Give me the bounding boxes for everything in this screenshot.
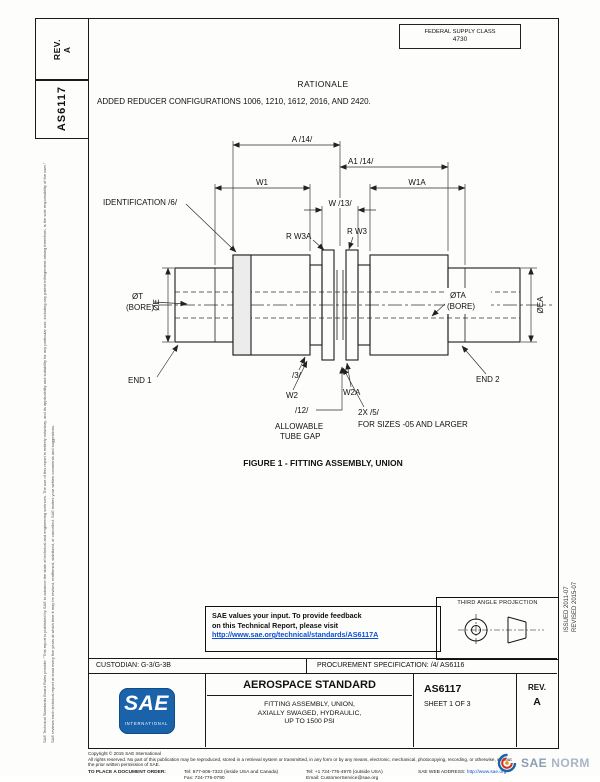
title-block-logo-cell	[88, 674, 205, 747]
label-note-3: /3/	[292, 371, 301, 380]
title-block-center-cell	[205, 674, 413, 747]
label-dim-a: A /14/	[291, 135, 313, 144]
title-block-number-cell	[413, 674, 516, 747]
sae-logo-subtext: INTERNATIONAL	[124, 720, 169, 726]
web-address-url: http://www.sae.org	[466, 769, 507, 775]
sae-logo-text: SAE	[124, 691, 169, 715]
label-identification: IDENTIFICATION /6/	[103, 198, 178, 207]
tel-inside: Tel: 877-606-7323 (inside USA and Canada)	[184, 769, 279, 775]
title-block-rev-cell	[516, 674, 557, 747]
feedback-line-2: on this Technical Report, please visit	[212, 620, 339, 630]
label-note-12: /12/	[295, 406, 309, 415]
margin-doc-number: AS6117	[56, 86, 68, 132]
fsc-label: FEDERAL SUPPLY CLASS	[424, 29, 496, 35]
figure-1-drawing	[90, 120, 560, 465]
label-dim-w1: W1	[256, 178, 268, 187]
rationale-title: RATIONALE	[297, 79, 349, 89]
document-type: AEROSPACE STANDARD	[207, 674, 412, 696]
title-block	[88, 674, 557, 747]
margin-legal-text	[41, 143, 61, 743]
order-info-row	[88, 770, 558, 782]
feedback-line-1: SAE values your input. To provide feedback	[212, 611, 362, 620]
feedback-box	[205, 606, 441, 652]
rights-text: All rights reserved. No part of this publication may be reproduced, stored in a retrieval system or transmitted, in any form or by any means, electronic, mechanical, photocopying, recording, or otherwise, without the prior written permission of SAE.	[88, 756, 512, 768]
rev-label: REV.	[528, 683, 546, 692]
label-end2: END 2	[476, 375, 500, 384]
order-label: TO PLACE A DOCUMENT ORDER:	[88, 769, 166, 775]
sae-norm-logo-icon	[497, 753, 517, 773]
label-dim-a1: A1 /14/	[348, 157, 374, 166]
fsc-value: 4730	[452, 36, 468, 43]
label-dia-right: ØEA	[536, 296, 545, 314]
label-note-5-text: FOR SIZES -05 AND LARGER	[358, 420, 468, 429]
label-dim-w: W /13/	[328, 199, 352, 208]
watermark-text-2: NORM	[551, 756, 590, 770]
label-end1: END 1	[128, 376, 152, 385]
sheet-number: SHEET 1 OF 3	[424, 701, 471, 708]
margin-doc-number-box	[35, 79, 89, 139]
email: Email: CustomerService@sae.org	[306, 775, 379, 781]
label-dim-w2: W2	[286, 391, 298, 400]
label-bore-right-1: ØTA	[450, 291, 466, 300]
label-dia-left: ØE	[152, 299, 161, 311]
label-tube-gap-1: ALLOWABLE	[275, 422, 324, 431]
label-dim-w1a: W1A	[408, 178, 426, 187]
rev-value: A	[533, 696, 541, 708]
web-address-label: SAE WEB ADDRESS:	[418, 769, 466, 775]
label-radius-right: R W3	[347, 227, 367, 236]
label-bore-right-2: (BORE)	[447, 302, 475, 311]
third-angle-projection-icon	[444, 608, 552, 652]
label-bore-left-2: (BORE)	[126, 303, 154, 312]
label-bore-left-1: ØT	[132, 292, 144, 301]
document-title-line-1: FITTING ASSEMBLY, UNION,	[264, 701, 355, 708]
info-row	[88, 658, 557, 674]
issued-date: ISSUED 2011-07	[564, 586, 570, 632]
feedback-link[interactable]: http://www.sae.org/technical/standards/AS6117A	[212, 630, 379, 639]
watermark-text-1: SAE	[521, 756, 548, 770]
third-angle-projection-box	[436, 597, 559, 660]
legal-line-1: SAE Technical Standards Board Rules provide: "This report is published by SAE to advance the state of technical and engineering sciences. The use of this report is entirely voluntary, and its applicability and suitability for any particular use, including any patent infringement arising therefrom, is the sole responsibility of the user."	[42, 162, 47, 743]
projection-label: THIRD ANGLE PROJECTION	[457, 600, 538, 606]
custodian-cell: CUSTODIAN: G-3/G-3B	[88, 659, 307, 673]
figure-caption: FIGURE 1 - FITTING ASSEMBLY, UNION	[243, 458, 403, 468]
label-tube-gap-2: TUBE GAP	[280, 432, 321, 441]
fax: Fax: 724-776-0790	[184, 775, 225, 781]
rationale-body: ADDED REDUCER CONFIGURATIONS 1006, 1210, 1612, 2016, AND 2420.	[97, 97, 371, 106]
sae-logo	[119, 688, 175, 734]
tel-outside: Tel: +1 724-776-4970 (outside USA)	[306, 769, 383, 775]
sae-norm-watermark	[497, 753, 590, 773]
margin-rev-label: REV.	[52, 38, 62, 61]
document-title-line-3: UP TO 1500 PSI	[284, 718, 335, 725]
margin-issued-revised	[563, 467, 581, 632]
margin-rev-box	[35, 18, 89, 81]
procurement-cell: PROCUREMENT SPECIFICATION: /4/ AS6116	[317, 662, 465, 669]
federal-supply-class-box	[399, 24, 521, 49]
revised-date: REVISED 2015-07	[572, 581, 578, 632]
copyright-line: Copyright © 2015 SAE International	[88, 751, 161, 756]
drawing-labels	[103, 135, 545, 441]
legal-line-2: SAE reviews each technical report at least every five years at which time it may be revised, reaffirmed, stabilized, or cancelled. SAE invites your written comments and suggestions.	[50, 424, 55, 743]
label-radius-left: R W3A	[286, 232, 312, 241]
footer-fine-print	[88, 751, 558, 782]
label-dim-w2a: W2A	[343, 388, 361, 397]
document-number: AS6117	[424, 683, 462, 695]
label-note-5: 2X /5/	[358, 408, 379, 417]
centerlines	[158, 292, 552, 318]
document-title-line-2: AXIALLY SWAGED, HYDRAULIC,	[257, 709, 362, 717]
margin-rev-value: A	[62, 46, 72, 53]
